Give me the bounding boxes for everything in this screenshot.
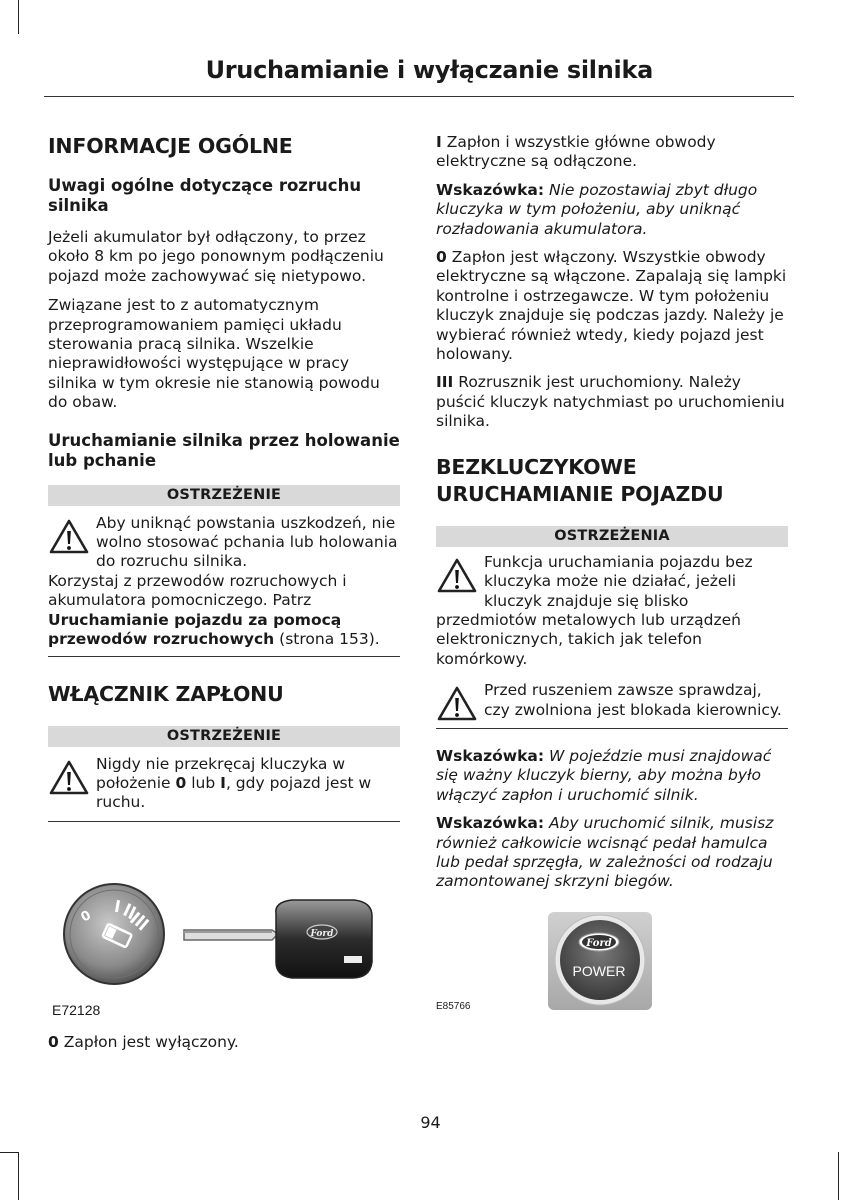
page-title: Uruchamianie i wyłączanie silnika [205,56,653,84]
warning-text-part: Nigdy nie przekręcaj kluczyka w położenie [96,754,346,792]
warning-text-keyless: Funkcja uruchamiania pojazdu bez kluczyka może nie działać, jeżeli kluczyk znajduje się blisko [484,552,753,610]
warning-text-ignition [48,755,400,813]
warning-block-ignition [48,755,400,813]
warning-text-part: , gdy pojazd jest w ruchu. [96,773,372,812]
warning-title-bar-ignition: OSTRZEŻENIE [48,726,400,747]
power-button-illustration [436,908,788,1016]
note-battery [436,181,788,239]
note-text: Nie pozostawiaj zbyt długo kluczyka w tym położeniu, aby uniknąć rozładowania akumulatora. [436,180,758,238]
figure-label-e85766: E85766 [436,1001,471,1012]
warning-block-steering-lock [436,681,788,720]
left-column [48,133,400,822]
note-text: W pojeździe musi znajdować się ważny kluczyk bierny, aby można było włączyć zapłon i uruchomić silnik. [436,746,772,804]
position-two-description [436,248,788,364]
header-divider [44,96,794,97]
position-one-label: I [220,773,226,792]
position-one-description [436,133,788,172]
crop-mark-top-left-v [18,0,19,34]
warning-block-tow [48,514,400,572]
position-key: III [436,373,454,392]
warning-text-part: lub [191,773,216,792]
figure-ignition-key [48,880,400,1022]
heading-general-info: INFORMACJE OGÓLNE [48,134,293,158]
position-text: Rozrusznik jest uruchomiony. Należy puścić kluczyk natychmiast po uruchomieniu silnika. [436,373,785,431]
crop-mark-bottom-left-h [0,1152,18,1153]
figure-label-e72128: E72128 [52,1002,101,1018]
position-key: I [436,133,442,151]
heading-tow-start: Uruchamianie silnika przez holowanie lub pchanie [48,430,400,470]
heading-ignition-switch: WŁĄCZNIK ZAPŁONU [48,681,284,706]
crop-mark-bottom-left-v [18,1152,19,1200]
page-number: 94 [420,1113,441,1132]
note-label: Wskazówka: [436,180,545,199]
right-column [436,133,788,892]
warning-triangle-icon [436,685,478,723]
jump-start-link[interactable]: Uruchamianie pojazdu za pomocą przewodów rozruchowych [48,610,342,649]
warning-end-rule [48,821,400,822]
key-brand-logo: Ford [310,929,334,939]
heading-keyless-start: BEZKLUCZYKOWE URUCHAMIANIE POJAZDU [436,454,724,506]
warning-continuation [48,572,400,650]
warning-block-keyless-range [436,553,788,611]
warning-triangle-icon [436,557,478,595]
note-text: Aby uruchomić silnik, musisz również całkowicie wcisnąć pedał hamulca lub pedał sprzęgła, w zależności od rodzaju zamontowanej skrzyni biegów. [436,814,774,891]
power-button-ford-logo: Ford [586,938,612,949]
note-passive-key [436,747,788,805]
position-key: 0 [48,1033,59,1051]
ignition-lock-illustration [48,880,400,990]
position-three-description [436,373,788,431]
figure-power-button [436,908,788,1016]
paragraph-reprogramming: Związane jest to z automatycznym przeprogramowaniem pamięci układu sterowania pracą silnika. Wszelkie nieprawidłowości występujące w pracy silnika w tym okresie nie stanowią powodu do obaw. [48,296,380,412]
warning-text-keyless-cont: przedmiotów metalowych lub urządzeń elektronicznych, takich jak telefon komórkowy. [436,610,741,668]
heading-starting-notes: Uwagi ogólne dotyczące rozruchu silnika [48,176,362,215]
note-label: Wskazówka: [436,814,545,833]
paragraph-battery-disconnect: Jeżeli akumulator był odłączony, to przez około 8 km po jego ponownym podłączeniu pojazd może zachowywać się nietypowo. [48,228,384,285]
warning-continuation-text: Korzystaj z przewodów rozruchowych i akumulatora pomocniczego. Patrz [48,571,347,610]
position-text: Zapłon jest wyłączony. [63,1033,239,1051]
position-zero-description [48,1033,239,1052]
lock-position-0: 0 [78,907,94,926]
page-reference: (strona 153). [279,630,380,649]
position-zero-label: 0 [175,773,187,792]
warning-title-bar-keyless: OSTRZEŻENIA [436,526,788,547]
note-brake-clutch [436,814,788,892]
power-button-label: POWER [572,963,626,979]
position-key: 0 [436,248,447,267]
warning-triangle-icon [48,759,90,797]
note-label: Wskazówka: [436,746,545,765]
position-text: Zapłon i wszystkie główne obwody elektryczne są odłączone. [436,133,716,171]
warning-text-tow: Aby uniknąć powstania uszkodzeń, nie wolno stosować pchania lub holowania do rozruchu silnika. [96,513,398,571]
warning-title-bar: OSTRZEŻENIE [48,485,400,506]
warning-text-steering: Przed ruszeniem zawsze sprawdzaj, czy zwolniona jest blokada kierownicy. [484,681,782,719]
position-text: Zapłon jest włączony. Wszystkie obwody elektryczne są włączone. Zapalają się lampki kontrolne i ostrzegawcze. W tym położeniu kluczyk znajduje się podczas jazdy. Należy je wybierać również wtedy, kiedy pojazd jest holowany. [436,248,787,364]
crop-mark-bottom-right-v [838,1152,839,1200]
warning-triangle-icon [48,518,90,556]
